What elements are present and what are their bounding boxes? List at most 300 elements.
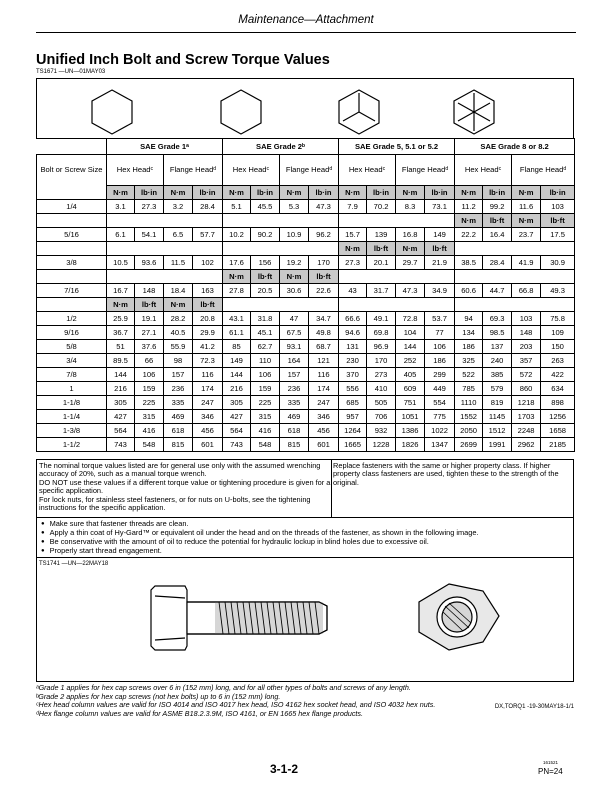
value-cell: 104 bbox=[396, 326, 425, 340]
value-cell: 1826 bbox=[396, 438, 425, 452]
unit-spacer bbox=[107, 270, 223, 284]
value-cell: 449 bbox=[425, 382, 455, 396]
value-cell: 27.3 bbox=[135, 200, 164, 214]
value-cell: 225 bbox=[135, 396, 164, 410]
value-cell: 957 bbox=[339, 410, 367, 424]
value-cell: 20.5 bbox=[251, 284, 280, 298]
unit-spacer bbox=[107, 242, 223, 256]
value-cell: 61.1 bbox=[223, 326, 251, 340]
unit-cell: lb·ft bbox=[483, 214, 512, 228]
value-cell: 157 bbox=[280, 368, 309, 382]
unit-spacer bbox=[339, 270, 455, 284]
value-cell: 31.8 bbox=[251, 312, 280, 326]
value-cell: 23.7 bbox=[512, 228, 541, 242]
value-cell: 2699 bbox=[455, 438, 483, 452]
unit-cell: N·m bbox=[396, 242, 425, 256]
value-cell: 164 bbox=[280, 354, 309, 368]
bolt-icon bbox=[151, 586, 327, 650]
unit-cell: N·m bbox=[164, 186, 193, 200]
value-cell: 556 bbox=[339, 382, 367, 396]
value-cell: 29.9 bbox=[193, 326, 223, 340]
value-cell: 247 bbox=[309, 396, 339, 410]
unit-cell: N·m bbox=[512, 214, 541, 228]
unit-cell: N·m bbox=[223, 186, 251, 200]
value-cell: 148 bbox=[512, 326, 541, 340]
value-cell: 96.2 bbox=[309, 228, 339, 242]
value-cell: 116 bbox=[309, 368, 339, 382]
list-item: ● Make sure that fastener threads are clean. bbox=[41, 520, 573, 529]
value-cell: 1145 bbox=[483, 410, 512, 424]
value-cell: 564 bbox=[223, 424, 251, 438]
value-cell: 240 bbox=[483, 354, 512, 368]
value-cell: 1991 bbox=[483, 438, 512, 452]
list-item: ● Apply a thin coat of Hy-Gard™ or equivalent oil under the head and on the threads of the fastener, as shown in the following image. bbox=[41, 529, 573, 538]
value-cell: 30.9 bbox=[541, 256, 575, 270]
unit-row-spacer bbox=[37, 298, 107, 312]
value-cell: 186 bbox=[455, 340, 483, 354]
value-cell: 109 bbox=[541, 326, 575, 340]
value-cell: 66.6 bbox=[339, 312, 367, 326]
value-cell: 1051 bbox=[396, 410, 425, 424]
note-lock-nuts: For lock nuts, for stainless steel fasteners, or for nuts on U-bolts, see the tightening instructions for the specific application. bbox=[39, 494, 311, 513]
value-cell: 139 bbox=[367, 228, 396, 242]
pn-label: PN=24 bbox=[538, 767, 563, 776]
value-cell: 25.9 bbox=[107, 312, 135, 326]
value-cell: 785 bbox=[455, 382, 483, 396]
value-cell: 45.1 bbox=[251, 326, 280, 340]
value-cell: 163 bbox=[193, 284, 223, 298]
value-cell: 1228 bbox=[367, 438, 396, 452]
size-cell: 1 bbox=[37, 382, 107, 396]
value-cell: 706 bbox=[367, 410, 396, 424]
value-cell: 121 bbox=[309, 354, 339, 368]
value-cell: 932 bbox=[367, 424, 396, 438]
value-cell: 55.9 bbox=[164, 340, 193, 354]
unit-row-spacer bbox=[37, 242, 107, 256]
value-cell: 370 bbox=[339, 368, 367, 382]
value-cell: 72.8 bbox=[396, 312, 425, 326]
page-number: 3-1-2 bbox=[270, 762, 299, 776]
value-cell: 1256 bbox=[541, 410, 575, 424]
value-cell: 47.3 bbox=[396, 284, 425, 298]
flange-head-header: Flange Headᵈ bbox=[280, 155, 339, 186]
value-cell: 685 bbox=[339, 396, 367, 410]
table-row bbox=[37, 340, 575, 354]
value-cell: 149 bbox=[425, 228, 455, 242]
unit-cell: lb·ft bbox=[367, 242, 396, 256]
value-cell: 89.5 bbox=[107, 354, 135, 368]
value-cell: 159 bbox=[135, 382, 164, 396]
value-cell: 299 bbox=[425, 368, 455, 382]
value-cell: 103 bbox=[541, 200, 575, 214]
value-cell: 1386 bbox=[396, 424, 425, 438]
value-cell: 77 bbox=[425, 326, 455, 340]
value-cell: 216 bbox=[223, 382, 251, 396]
value-cell: 548 bbox=[251, 438, 280, 452]
value-cell: 427 bbox=[223, 410, 251, 424]
running-header: Maintenance—Attachment bbox=[36, 8, 576, 33]
value-cell: 305 bbox=[223, 396, 251, 410]
value-cell: 1022 bbox=[425, 424, 455, 438]
size-header-cont bbox=[37, 186, 107, 200]
value-cell: 572 bbox=[512, 368, 541, 382]
value-cell: 273 bbox=[367, 368, 396, 382]
value-cell: 775 bbox=[425, 410, 455, 424]
value-cell: 335 bbox=[164, 396, 193, 410]
value-cell: 357 bbox=[512, 354, 541, 368]
value-cell: 149 bbox=[223, 354, 251, 368]
value-cell: 1218 bbox=[512, 396, 541, 410]
bolt-heads-illustration bbox=[36, 78, 574, 139]
hex-head-header: Hex Headᶜ bbox=[455, 155, 512, 186]
value-cell: 27.1 bbox=[135, 326, 164, 340]
value-cell: 252 bbox=[396, 354, 425, 368]
value-cell: 10.5 bbox=[107, 256, 135, 270]
unit-spacer bbox=[339, 214, 455, 228]
unit-cell: N·m bbox=[280, 270, 309, 284]
value-cell: 62.7 bbox=[251, 340, 280, 354]
size-cell: 5/8 bbox=[37, 340, 107, 354]
size-cell: 1-1/8 bbox=[37, 396, 107, 410]
unit-cell: lb·ft bbox=[251, 270, 280, 284]
table-row bbox=[37, 354, 575, 368]
value-cell: 469 bbox=[164, 410, 193, 424]
value-cell: 1110 bbox=[455, 396, 483, 410]
value-cell: 335 bbox=[280, 396, 309, 410]
value-cell: 2248 bbox=[512, 424, 541, 438]
value-cell: 30.6 bbox=[280, 284, 309, 298]
value-cell: 548 bbox=[135, 438, 164, 452]
unit-cell: N·m bbox=[455, 214, 483, 228]
value-cell: 106 bbox=[251, 368, 280, 382]
value-cell: 3.1 bbox=[107, 200, 135, 214]
value-cell: 427 bbox=[107, 410, 135, 424]
footnote-d: ᵈHex flange column values are valid for ASME B18.2.3.9M, ISO 4161, or EN 1665 hex flange products. bbox=[36, 708, 363, 718]
value-cell: 106 bbox=[425, 340, 455, 354]
size-cell: 1/2 bbox=[37, 312, 107, 326]
value-cell: 43.1 bbox=[223, 312, 251, 326]
value-cell: 216 bbox=[107, 382, 135, 396]
value-cell: 5.3 bbox=[280, 200, 309, 214]
value-cell: 405 bbox=[396, 368, 425, 382]
unit-spacer bbox=[223, 242, 339, 256]
value-cell: 116 bbox=[193, 368, 223, 382]
value-cell: 102 bbox=[193, 256, 223, 270]
unit-cell: N·m bbox=[164, 298, 193, 312]
value-cell: 618 bbox=[164, 424, 193, 438]
value-cell: 41.9 bbox=[512, 256, 541, 270]
table-row bbox=[37, 326, 575, 340]
table-row bbox=[37, 368, 575, 382]
value-cell: 69.8 bbox=[367, 326, 396, 340]
value-cell: 236 bbox=[164, 382, 193, 396]
illustration-code: TS1741 —UN—22MAY18 bbox=[39, 561, 109, 567]
value-cell: 579 bbox=[483, 382, 512, 396]
list-item: ● Be conservative with the amount of oil to reduce the potential for hydraulic lockup in blind holes due to excessive oil. bbox=[41, 538, 573, 547]
value-cell: 44.7 bbox=[483, 284, 512, 298]
unit-cell: lb·in bbox=[251, 186, 280, 200]
value-cell: 554 bbox=[425, 396, 455, 410]
flange-head-header: Flange Headᵈ bbox=[396, 155, 455, 186]
instructions-list bbox=[36, 518, 574, 558]
value-cell: 98.5 bbox=[483, 326, 512, 340]
unit-spacer bbox=[455, 242, 575, 256]
value-cell: 18.4 bbox=[164, 284, 193, 298]
value-cell: 743 bbox=[223, 438, 251, 452]
title-code: TS1671 —UN—01MAY03 bbox=[36, 69, 106, 75]
value-cell: 34.9 bbox=[425, 284, 455, 298]
value-cell: 743 bbox=[107, 438, 135, 452]
value-cell: 385 bbox=[483, 368, 512, 382]
unit-cell: lb·ft bbox=[541, 214, 575, 228]
hex-head-grade1-icon bbox=[92, 90, 132, 134]
value-cell: 315 bbox=[135, 410, 164, 424]
value-cell: 346 bbox=[309, 410, 339, 424]
value-cell: 21.9 bbox=[425, 256, 455, 270]
value-cell: 225 bbox=[251, 396, 280, 410]
grade8-header: SAE Grade 8 or 8.2 bbox=[455, 139, 575, 155]
value-cell: 57.7 bbox=[193, 228, 223, 242]
value-cell: 93.1 bbox=[280, 340, 309, 354]
value-cell: 1665 bbox=[339, 438, 367, 452]
value-cell: 72.3 bbox=[193, 354, 223, 368]
unit-cell: lb·ft bbox=[309, 270, 339, 284]
value-cell: 43 bbox=[339, 284, 367, 298]
table-row bbox=[37, 228, 575, 242]
value-cell: 564 bbox=[107, 424, 135, 438]
value-cell: 75.8 bbox=[541, 312, 575, 326]
unit-cell: lb·in bbox=[135, 186, 164, 200]
size-cell: 1-1/4 bbox=[37, 410, 107, 424]
value-cell: 47 bbox=[280, 312, 309, 326]
value-cell: 11.2 bbox=[455, 200, 483, 214]
value-cell: 263 bbox=[541, 354, 575, 368]
table-row bbox=[37, 396, 575, 410]
value-cell: 85 bbox=[223, 340, 251, 354]
value-cell: 144 bbox=[107, 368, 135, 382]
value-cell: 28.2 bbox=[164, 312, 193, 326]
value-cell: 1658 bbox=[541, 424, 575, 438]
unit-cell: N·m bbox=[512, 186, 541, 200]
unit-cell: N·m bbox=[280, 186, 309, 200]
size-cell: 3/4 bbox=[37, 354, 107, 368]
value-cell: 106 bbox=[135, 368, 164, 382]
value-cell: 422 bbox=[541, 368, 575, 382]
value-cell: 19.2 bbox=[280, 256, 309, 270]
value-cell: 53.7 bbox=[425, 312, 455, 326]
value-cell: 98 bbox=[164, 354, 193, 368]
value-cell: 819 bbox=[483, 396, 512, 410]
page-title: Unified Inch Bolt and Screw Torque Values bbox=[36, 52, 330, 68]
unit-cell: lb·in bbox=[425, 186, 455, 200]
value-cell: 134 bbox=[455, 326, 483, 340]
value-cell: 137 bbox=[483, 340, 512, 354]
value-cell: 70.2 bbox=[367, 200, 396, 214]
value-cell: 1347 bbox=[425, 438, 455, 452]
torque-table-body bbox=[37, 186, 575, 452]
hex-head-grade5-icon bbox=[339, 90, 379, 134]
value-cell: 601 bbox=[193, 438, 223, 452]
table-row bbox=[37, 410, 575, 424]
unit-cell: lb·ft bbox=[425, 242, 455, 256]
value-cell: 67.5 bbox=[280, 326, 309, 340]
value-cell: 170 bbox=[309, 256, 339, 270]
value-cell: 1264 bbox=[339, 424, 367, 438]
table-row bbox=[37, 256, 575, 270]
value-cell: 815 bbox=[164, 438, 193, 452]
value-cell: 751 bbox=[396, 396, 425, 410]
size-header: Bolt or Screw Size bbox=[37, 155, 107, 186]
hex-head-header: Hex Headᶜ bbox=[107, 155, 164, 186]
unit-cell: lb·in bbox=[367, 186, 396, 200]
value-cell: 69.3 bbox=[483, 312, 512, 326]
footnote-a: ᵃGrade 1 applies for hex cap screws over 6 in (152 mm) long, and for all other types of bolts and screws of any length. bbox=[36, 683, 411, 692]
value-cell: 860 bbox=[512, 382, 541, 396]
value-cell: 6.5 bbox=[164, 228, 193, 242]
value-cell: 186 bbox=[425, 354, 455, 368]
unit-spacer bbox=[339, 298, 455, 312]
value-cell: 49.3 bbox=[541, 284, 575, 298]
unit-spacer bbox=[107, 214, 223, 228]
value-cell: 203 bbox=[512, 340, 541, 354]
unit-cell: lb·ft bbox=[193, 298, 223, 312]
value-cell: 11.5 bbox=[164, 256, 193, 270]
value-cell: 73.1 bbox=[425, 200, 455, 214]
unit-spacer bbox=[223, 214, 339, 228]
grade2-header: SAE Grade 2ᵇ bbox=[223, 139, 339, 155]
table-row bbox=[37, 382, 575, 396]
value-cell: 174 bbox=[193, 382, 223, 396]
unit-row-spacer bbox=[37, 270, 107, 284]
value-cell: 66 bbox=[135, 354, 164, 368]
value-cell: 346 bbox=[193, 410, 223, 424]
value-cell: 110 bbox=[251, 354, 280, 368]
value-cell: 99.2 bbox=[483, 200, 512, 214]
size-cell: 1/4 bbox=[37, 200, 107, 214]
value-cell: 66.8 bbox=[512, 284, 541, 298]
value-cell: 15.7 bbox=[339, 228, 367, 242]
value-cell: 93.6 bbox=[135, 256, 164, 270]
footnote-b: ᵇGrade 2 applies for hex cap screws (not hex bolts) up to 6 in (152 mm) long. bbox=[36, 691, 281, 701]
value-cell: 2962 bbox=[512, 438, 541, 452]
size-cell: 1-1/2 bbox=[37, 438, 107, 452]
value-cell: 29.7 bbox=[396, 256, 425, 270]
value-cell: 51 bbox=[107, 340, 135, 354]
value-cell: 230 bbox=[339, 354, 367, 368]
unit-cell: N·m bbox=[223, 270, 251, 284]
value-cell: 522 bbox=[455, 368, 483, 382]
value-cell: 325 bbox=[455, 354, 483, 368]
hex-head-header: Hex Headᶜ bbox=[223, 155, 280, 186]
notes-box bbox=[36, 459, 574, 518]
value-cell: 27.3 bbox=[339, 256, 367, 270]
value-cell: 416 bbox=[135, 424, 164, 438]
footnote-c: ᶜHex head column values are valid for ISO 4014 and ISO 4017 hex head, ISO 4162 hex socket head, and ISO 4032 hex nuts. bbox=[36, 700, 436, 710]
table-row bbox=[37, 284, 575, 298]
unit-row-spacer bbox=[37, 214, 107, 228]
size-cell: 3/8 bbox=[37, 256, 107, 270]
unit-cell: N·m bbox=[107, 186, 135, 200]
value-cell: 148 bbox=[135, 284, 164, 298]
value-cell: 7.9 bbox=[339, 200, 367, 214]
value-cell: 2185 bbox=[541, 438, 575, 452]
list-item: ● Properly start thread engagement. bbox=[41, 547, 573, 556]
value-cell: 28.4 bbox=[193, 200, 223, 214]
unit-cell: lb·ft bbox=[135, 298, 164, 312]
value-cell: 22.2 bbox=[455, 228, 483, 242]
value-cell: 16.4 bbox=[483, 228, 512, 242]
torque-table bbox=[36, 138, 575, 452]
footnotes bbox=[36, 684, 574, 718]
value-cell: 38.5 bbox=[455, 256, 483, 270]
value-cell: 456 bbox=[193, 424, 223, 438]
value-cell: 28.4 bbox=[483, 256, 512, 270]
size-cell: 9/16 bbox=[37, 326, 107, 340]
flange-head-header: Flange Headᵈ bbox=[512, 155, 575, 186]
value-cell: 305 bbox=[107, 396, 135, 410]
unit-spacer bbox=[455, 298, 575, 312]
value-cell: 601 bbox=[309, 438, 339, 452]
value-cell: 11.6 bbox=[512, 200, 541, 214]
unit-cell: lb·in bbox=[483, 186, 512, 200]
note-do-not-use: DO NOT use these values if a different torque value or tightening procedure is given for a specific application. bbox=[39, 477, 331, 496]
value-cell: 20.8 bbox=[193, 312, 223, 326]
value-cell: 505 bbox=[367, 396, 396, 410]
value-cell: 609 bbox=[396, 382, 425, 396]
value-cell: 96.9 bbox=[367, 340, 396, 354]
value-cell: 3.2 bbox=[164, 200, 193, 214]
table-row bbox=[37, 424, 575, 438]
value-cell: 34.7 bbox=[309, 312, 339, 326]
size-cell: 7/8 bbox=[37, 368, 107, 382]
grade5-header: SAE Grade 5, 5.1 or 5.2 bbox=[339, 139, 455, 155]
value-cell: 456 bbox=[309, 424, 339, 438]
value-cell: 159 bbox=[251, 382, 280, 396]
value-cell: 8.3 bbox=[396, 200, 425, 214]
value-cell: 144 bbox=[223, 368, 251, 382]
hex-head-grade8-icon bbox=[454, 90, 494, 134]
value-cell: 36.7 bbox=[107, 326, 135, 340]
value-cell: 5.1 bbox=[223, 200, 251, 214]
value-cell: 174 bbox=[309, 382, 339, 396]
pn-small-code: 161521 bbox=[543, 760, 559, 765]
note-replace-fasteners: Replace fasteners with the same or higher property class. If higher property class fasteners are used, tighten these to the strength of the original. bbox=[333, 461, 559, 487]
size-cell: 7/16 bbox=[37, 284, 107, 298]
value-cell: 156 bbox=[251, 256, 280, 270]
value-cell: 17.6 bbox=[223, 256, 251, 270]
value-cell: 17.5 bbox=[541, 228, 575, 242]
value-cell: 19.1 bbox=[135, 312, 164, 326]
value-cell: 27.8 bbox=[223, 284, 251, 298]
value-cell: 898 bbox=[541, 396, 575, 410]
value-cell: 815 bbox=[280, 438, 309, 452]
value-cell: 416 bbox=[251, 424, 280, 438]
value-cell: 150 bbox=[541, 340, 575, 354]
value-cell: 47.3 bbox=[309, 200, 339, 214]
value-cell: 131 bbox=[339, 340, 367, 354]
value-cell: 6.1 bbox=[107, 228, 135, 242]
hex-head-grade2-icon bbox=[221, 90, 261, 134]
value-cell: 634 bbox=[541, 382, 575, 396]
hex-head-header: Hex Headᶜ bbox=[339, 155, 396, 186]
value-cell: 31.7 bbox=[367, 284, 396, 298]
value-cell: 94 bbox=[455, 312, 483, 326]
value-cell: 16.8 bbox=[396, 228, 425, 242]
note-accuracy: The nominal torque values listed are for general use only with the assumed wrenching accuracy of 20%, such as a manual torque wrench. bbox=[39, 461, 321, 479]
value-cell: 54.1 bbox=[135, 228, 164, 242]
unit-cell: lb·in bbox=[309, 186, 339, 200]
unit-cell: lb·in bbox=[193, 186, 223, 200]
